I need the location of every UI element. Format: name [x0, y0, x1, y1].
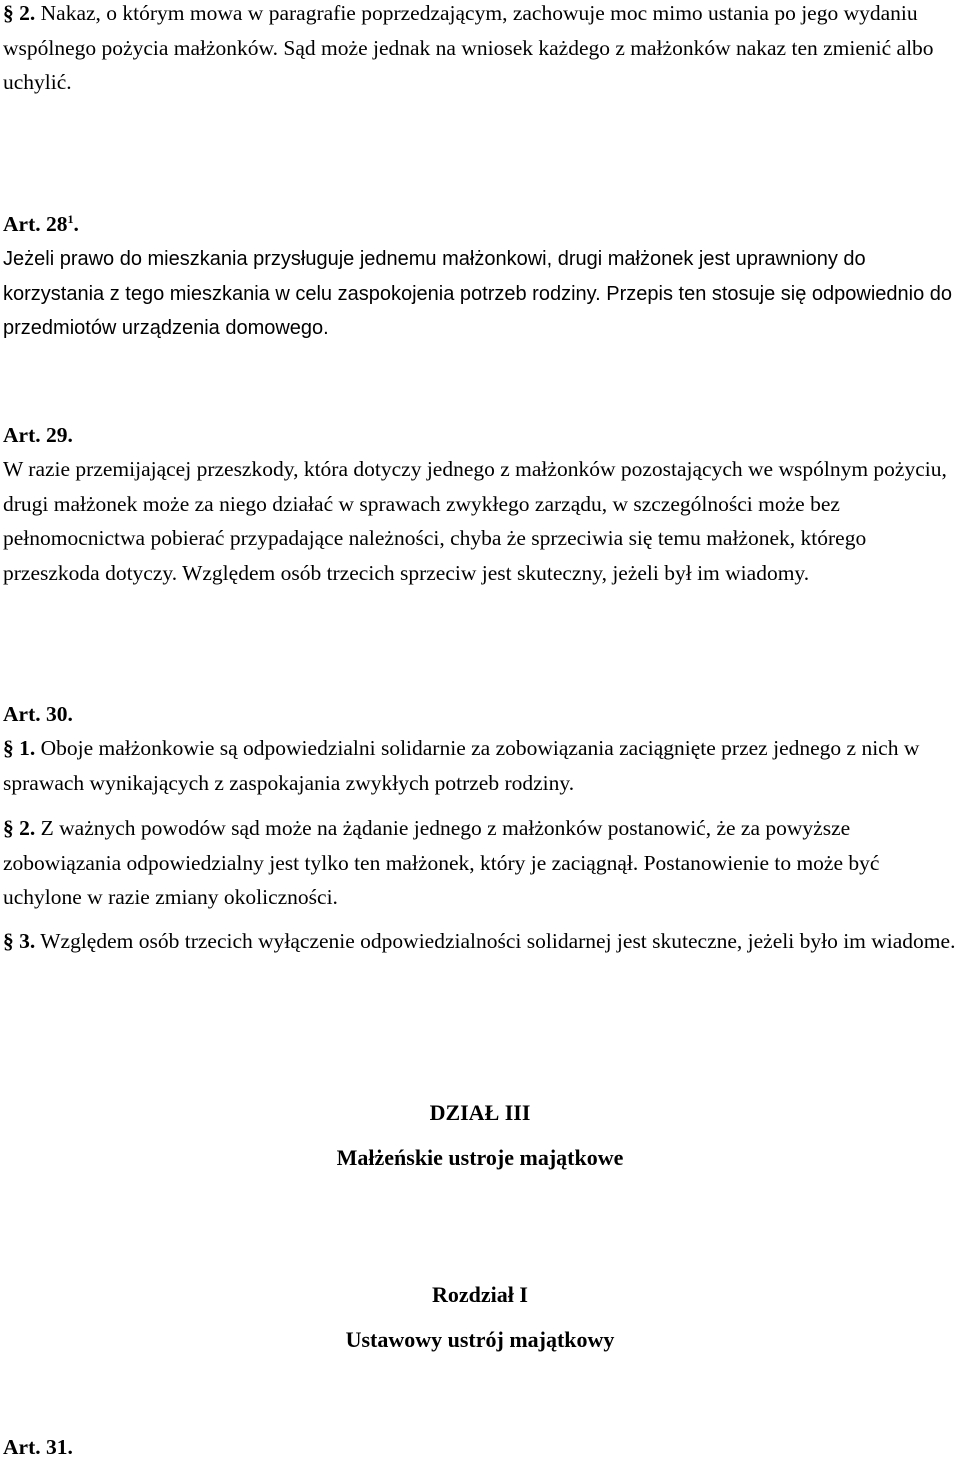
paragraph-marker: § — [3, 816, 14, 840]
article-31-heading — [3, 1430, 960, 1465]
article-29-heading — [3, 418, 960, 453]
article-28-1-heading — [3, 207, 960, 242]
paragraph-2-prev — [3, 0, 960, 100]
section-subtitle: Małżeńskie ustroje majątkowe — [336, 1145, 624, 1170]
article-heading-text: Art. 30. — [3, 702, 73, 726]
chapter-title: Rozdział I — [432, 1282, 528, 1307]
article-28-1-text — [3, 242, 960, 346]
paragraph-marker: § — [3, 929, 14, 953]
section-title: DZIAŁ III — [429, 1100, 531, 1125]
article-heading-text: Art. 29. — [3, 423, 73, 447]
article-heading-sup: 1 — [67, 211, 74, 226]
paragraph-marker: § — [3, 736, 14, 760]
article-30-paragraph-2 — [3, 811, 960, 915]
paragraph-number: 3. — [19, 929, 36, 953]
article-29-text — [3, 452, 960, 590]
chapter-subtitle: Ustawowy ustrój majątkowy — [345, 1327, 615, 1352]
paragraph-text: Z ważnych powodów sąd może na żądanie jednego z małżonków postanowić, że za powyższe zobowiązania odpowiedzialny jest tylko ten małżonek, który je zaciągnął. Postanowienie to może być uchylone w razie zmiany okoliczności. — [3, 816, 880, 909]
paragraph-number: 2. — [19, 816, 36, 840]
article-heading-text: Art. 31. — [3, 1435, 73, 1459]
article-heading-end: . — [73, 212, 79, 236]
article-30-paragraph-3 — [3, 924, 960, 959]
article-heading-text: Art. 28 — [3, 212, 68, 236]
paragraph-text: Względem osób trzecich wyłączenie odpowiedzialności solidarnej jest skuteczne, jeżeli było im wiadome. — [35, 929, 956, 953]
paragraph-marker: § — [3, 1, 14, 25]
paragraph-number: 2. — [19, 1, 36, 25]
paragraph-text: Nakaz, o którym mowa w paragrafie poprzedzającym, zachowuje moc mimo ustania po jego wydaniu wspólnego pożycia małżonków. Sąd może jednak na wniosek każdego z małżonków nakaz ten zmienić albo uchylić. — [3, 1, 934, 94]
article-30-paragraph-1 — [3, 731, 960, 800]
article-text: Jeżeli prawo do mieszkania przysługuje jednemu małżonkowi, drugi małżonek jest uprawniony do korzystania z tego mieszkania w celu zaspokojenia potrzeb rodziny. Przepis ten stosuje się odpowiednio do przedmiotów urządzenia domowego. — [3, 248, 953, 339]
paragraph-text: Oboje małżonkowie są odpowiedzialni solidarnie za zobowiązania zaciągnięte przez jednego z nich w sprawach wynikających z zaspokajania zwykłych potrzeb rodziny. — [3, 736, 920, 795]
paragraph-number: 1. — [19, 736, 36, 760]
article-text: W razie przemijającej przeszkody, która dotyczy jednego z małżonków pozostających we wspólnym pożyciu, drugi małżonek może za niego działać w sprawach zwykłego zarządu, w szczególności może bez pełnomocnictwa pobierać przypadające należności, chyba że sprzeciwia się temu małżonek, którego przeszkoda dotyczy. Względem osób trzecich sprzeciw jest skuteczny, jeżeli był im wiadomy. — [3, 457, 947, 585]
article-30-heading — [3, 697, 960, 732]
